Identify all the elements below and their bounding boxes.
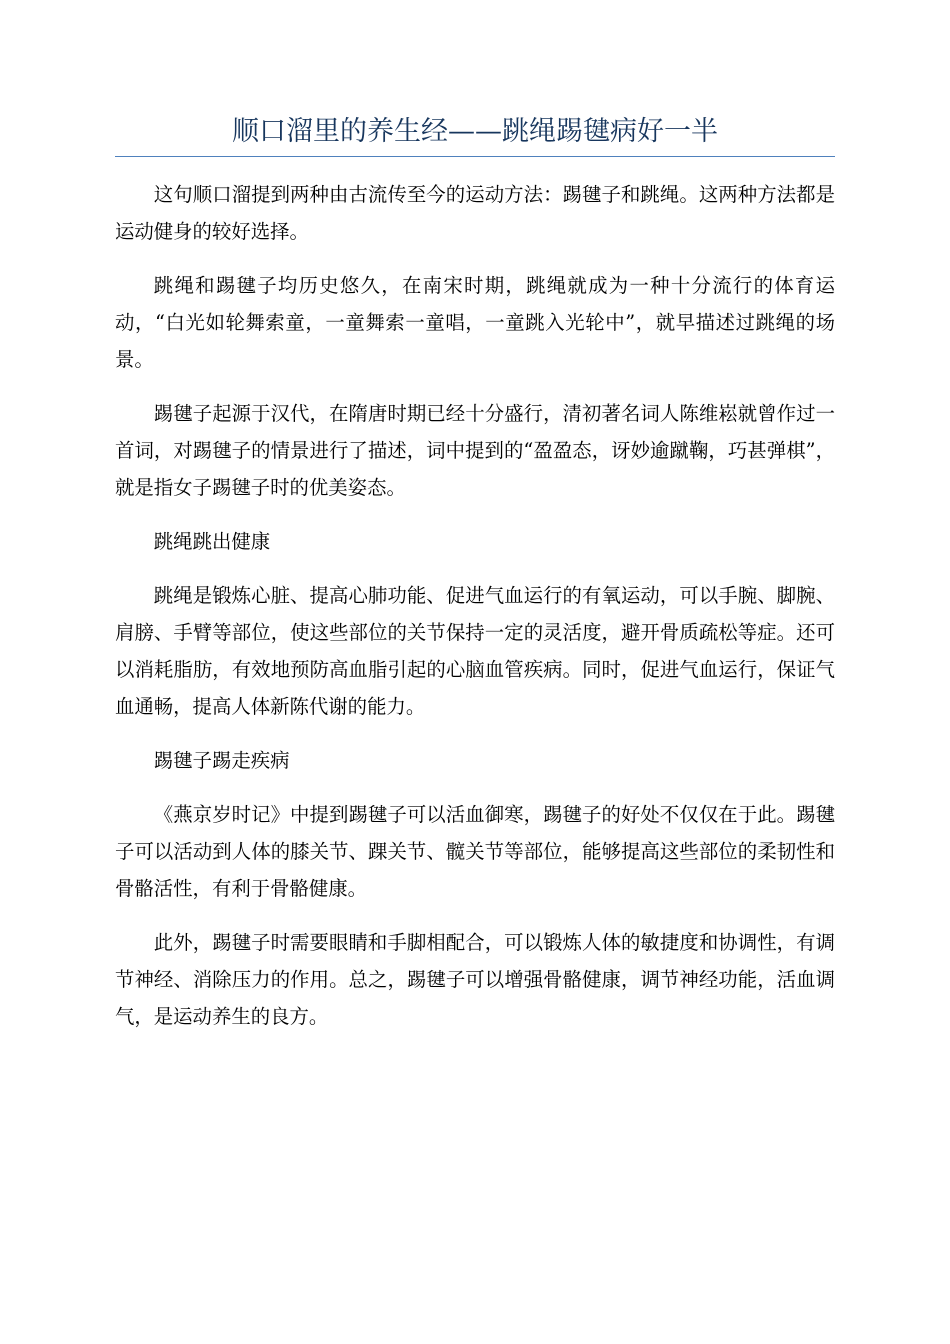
paragraph-history-jump-rope: 跳绳和踢毽子均历史悠久，在南宋时期，跳绳就成为一种十分流行的体育运动，“白光如轮舞索童，一童舞索一童唱，一童跳入光轮中”，就早描述过跳绳的场景。 — [115, 274, 835, 371]
paragraph-history-shuttlecock: 踢毽子起源于汉代，在隋唐时期已经十分盛行，清初著名词人陈维崧就曾作过一首词，对踢毽子的情景进行了描述，词中提到的“盈盈态，讶妙逾蹴鞠，巧甚弹棋”，就是指女子踢毽子时的优美姿态。 — [115, 402, 835, 499]
paragraph-shuttlecock-benefits: 《燕京岁时记》中提到踢毽子可以活血御寒，踢毽子的好处不仅仅在于此。踢毽子可以活动到人体的膝关节、踝关节、髋关节等部位，能够提高这些部位的柔韧性和骨骼活性，有利于骨骼健康。 — [115, 803, 835, 900]
paragraph-jump-rope-benefits: 跳绳是锻炼心脏、提高心肺功能、促进气血运行的有氧运动，可以手腕、脚腕、肩膀、手臂等部位，使这些部位的关节保持一定的灵活度，避开骨质疏松等症。还可以消耗脂肪，有效地预防高血脂引起的心脑血管疾病。同时，促进气血运行，保证气血通畅，提高人体新陈代谢的能力。 — [115, 584, 835, 718]
paragraph-intro: 这句顺口溜提到两种由古流传至今的运动方法：踢毽子和跳绳。这两种方法都是运动健身的较好选择。 — [115, 183, 835, 243]
section-heading-jump-rope: 跳绳跳出健康 — [153, 530, 271, 553]
document-body — [115, 176, 835, 1052]
title-block — [115, 112, 835, 157]
section-heading-shuttlecock: 踢毽子踢走疾病 — [153, 749, 290, 772]
document-title: 顺口溜里的养生经——跳绳踢毽病好一半 — [232, 116, 718, 147]
paragraph-conclusion: 此外，踢毽子时需要眼睛和手脚相配合，可以锻炼人体的敏捷度和协调性，有调节神经、消除压力的作用。总之，踢毽子可以增强骨骼健康，调节神经功能，活血调气，是运动养生的良方。 — [115, 931, 835, 1028]
